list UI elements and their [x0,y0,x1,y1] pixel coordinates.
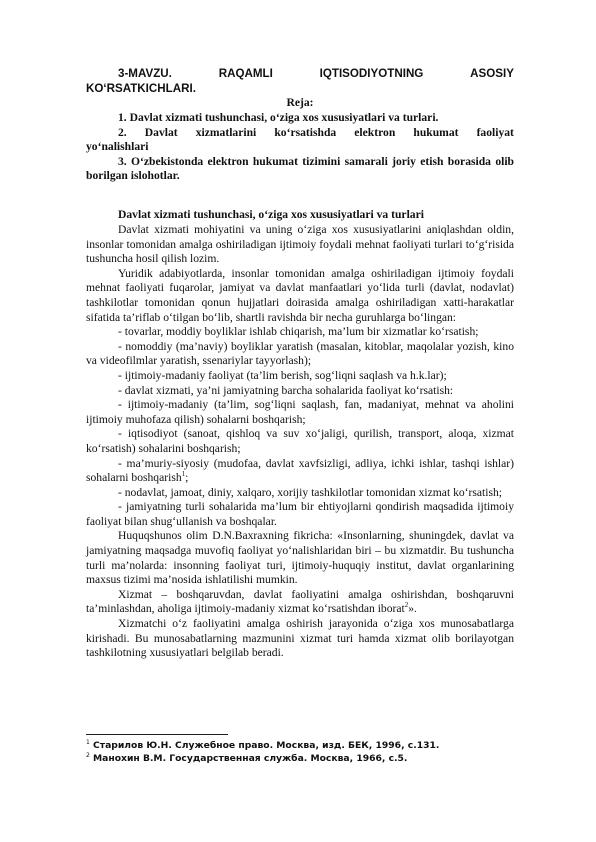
plan-heading: Reja: [286,96,314,109]
list-item: - tovarlar, moddiy boyliklar ishlab chiqarish, ma’lum bir xizmatlar ko‘rsatish; [118,325,479,339]
topic-word: IQTISODIYOTNING [319,67,424,80]
footnote-ref: 2 [404,601,409,610]
footnote: $^1$ Старилов Ю.Н. Служебное право. Москва, изд. БЕК, 1996, с.131. [86,738,440,751]
list-item: - ijtimoiy-madaniy (ta’lim, sog‘liqni saqlash, fan, madaniyat, mehnat va aholini ijtimoiy muhofaza qilish) sohalarni boshqarish; [86,398,514,426]
plan-list [86,111,514,184]
list-item: - davlat xizmati, ya’ni jamiyatning barcha sohalarida faoliyat ko‘rsatish: [118,383,454,397]
section-heading: Davlat xizmati tushunchasi, o‘ziga xos xususiyatlari va turlari [118,208,424,221]
list-item: - nodavlat, jamoat, diniy, xalqaro, xorijiy tashkilotlar tomonidan xizmat ko‘rsatish; [118,485,503,499]
plan-item-2: 2. Davlat xizmatlarini ko‘rsatishda elektron hukumat faoliyat [118,125,514,139]
body-text [86,223,514,661]
paragraph: Davlat xizmati mohiyatini va uning o‘ziga xos xususiyatlarini aniqlashdan oldin, insonlar tomonidan amalga oshiriladigan ijtimoiy foydali mehnat faoliyati turlari to‘g‘risida tushuncha hosil qilish lozim. [86,223,514,266]
paragraph: Yuridik adabiyotlarda, insonlar tomonidan amalga oshiriladigan ijtimoiy foydali mehnat faoliyati fuqarolar, jamiyat va davlat manfaatlari yo‘lida turli (davlat, nodavlat) tashkilotlar tomonidan qonun hujjatlari doirasida amalga oshiriladigan xatti-harakatlar sifatida ta’riflab o‘tilgan bo‘lib, shartli ravishda bir necha guruhlarga bo‘lingan: [86,266,514,324]
footnote: $^2$ Манохин В.М. Государственная служба. Москва, 1966, с.5. [86,751,408,764]
topic-word: RAQAMLI [218,67,273,80]
list-item: - ma’muriy-siyosiy (mudofaa, davlat xavfsizligi, adliya, ichki ishlar, tashqi ishlar) sohalarni boshqarish$^1$; [86,456,514,485]
list-item: - nomoddiy (ma’naviy) boyliklar yaratish (masalan, kitoblar, maqolalar yozish, kino va videofilmlar yaratish, ssenariylar tayyorlash); [86,339,514,368]
plan-item-3: 3. O‘zbekistonda elektron hukumat tizimini samarali joriy etish borasida olib borilgan islohotlar. [86,154,514,183]
paragraph: Huquqshunos olim D.N.Baxraxning fikricha: «Insonlarning, shuningdek, davlat va jamiyatning maqsadga muvofiq faoliyat yo‘nalishlaridan biri – bu xizmatdir. Bu tushuncha turli ma’nolarda: insonning faoliyat turi, ijtimoiy-huquqiy institut, davlat organlarining maxsus tizimi ma’nosida ishlatilishi mumkin. [86,529,514,587]
topic-title-line2: KO‘RSATKICHLARI. [86,82,196,95]
list-item: - iqtisodiyot (sanoat, qishloq va suv xo‘jaligi, qurilish, transport, aloqa, xizmat ko‘rsatish) sohalarini boshqarish; [86,427,514,455]
plan-item-2-cont: yo‘nalishlari [86,140,149,154]
list-item: - ijtimoiy-madaniy faoliyat (ta’lim berish, sog‘liqni saqlash va h.k.lar); [118,368,447,382]
paragraph: Xizmatchi o‘z faoliyatini amalga oshirish jarayonida o‘ziga xos munosabatlarga kirishadi. Bu munosabatlarning mazmunini xizmat turi hamda xizmat olib borilayotgan tashkilotning xususiyatlari belgilab beradi. [86,617,514,660]
topic-number: 3-MAVZU. [118,67,172,80]
footnote-divider [86,734,228,735]
list-item: - jamiyatning turli sohalarida ma’lum bir ehtiyojlarni qondirish maqsadida ijtimoiy faoliyat bilan shug‘ullanish va boshqalar. [86,500,514,528]
plan-item-1: 1. Davlat xizmati tushunchasi, o‘ziga xos xususiyatlari va turlari. [118,111,439,124]
paragraph: Xizmat – boshqaruvdan, davlat faoliyatini amalga oshirishdan, boshqaruvni ta’minlashdan, aholiga ijtimoiy-madaniy xizmat ko‘rsatishdan iborat$^2$». [86,587,514,616]
topic-title [86,66,514,96]
footnote-ref: 1 [181,470,186,479]
topic-word: ASOSIY [470,67,514,80]
